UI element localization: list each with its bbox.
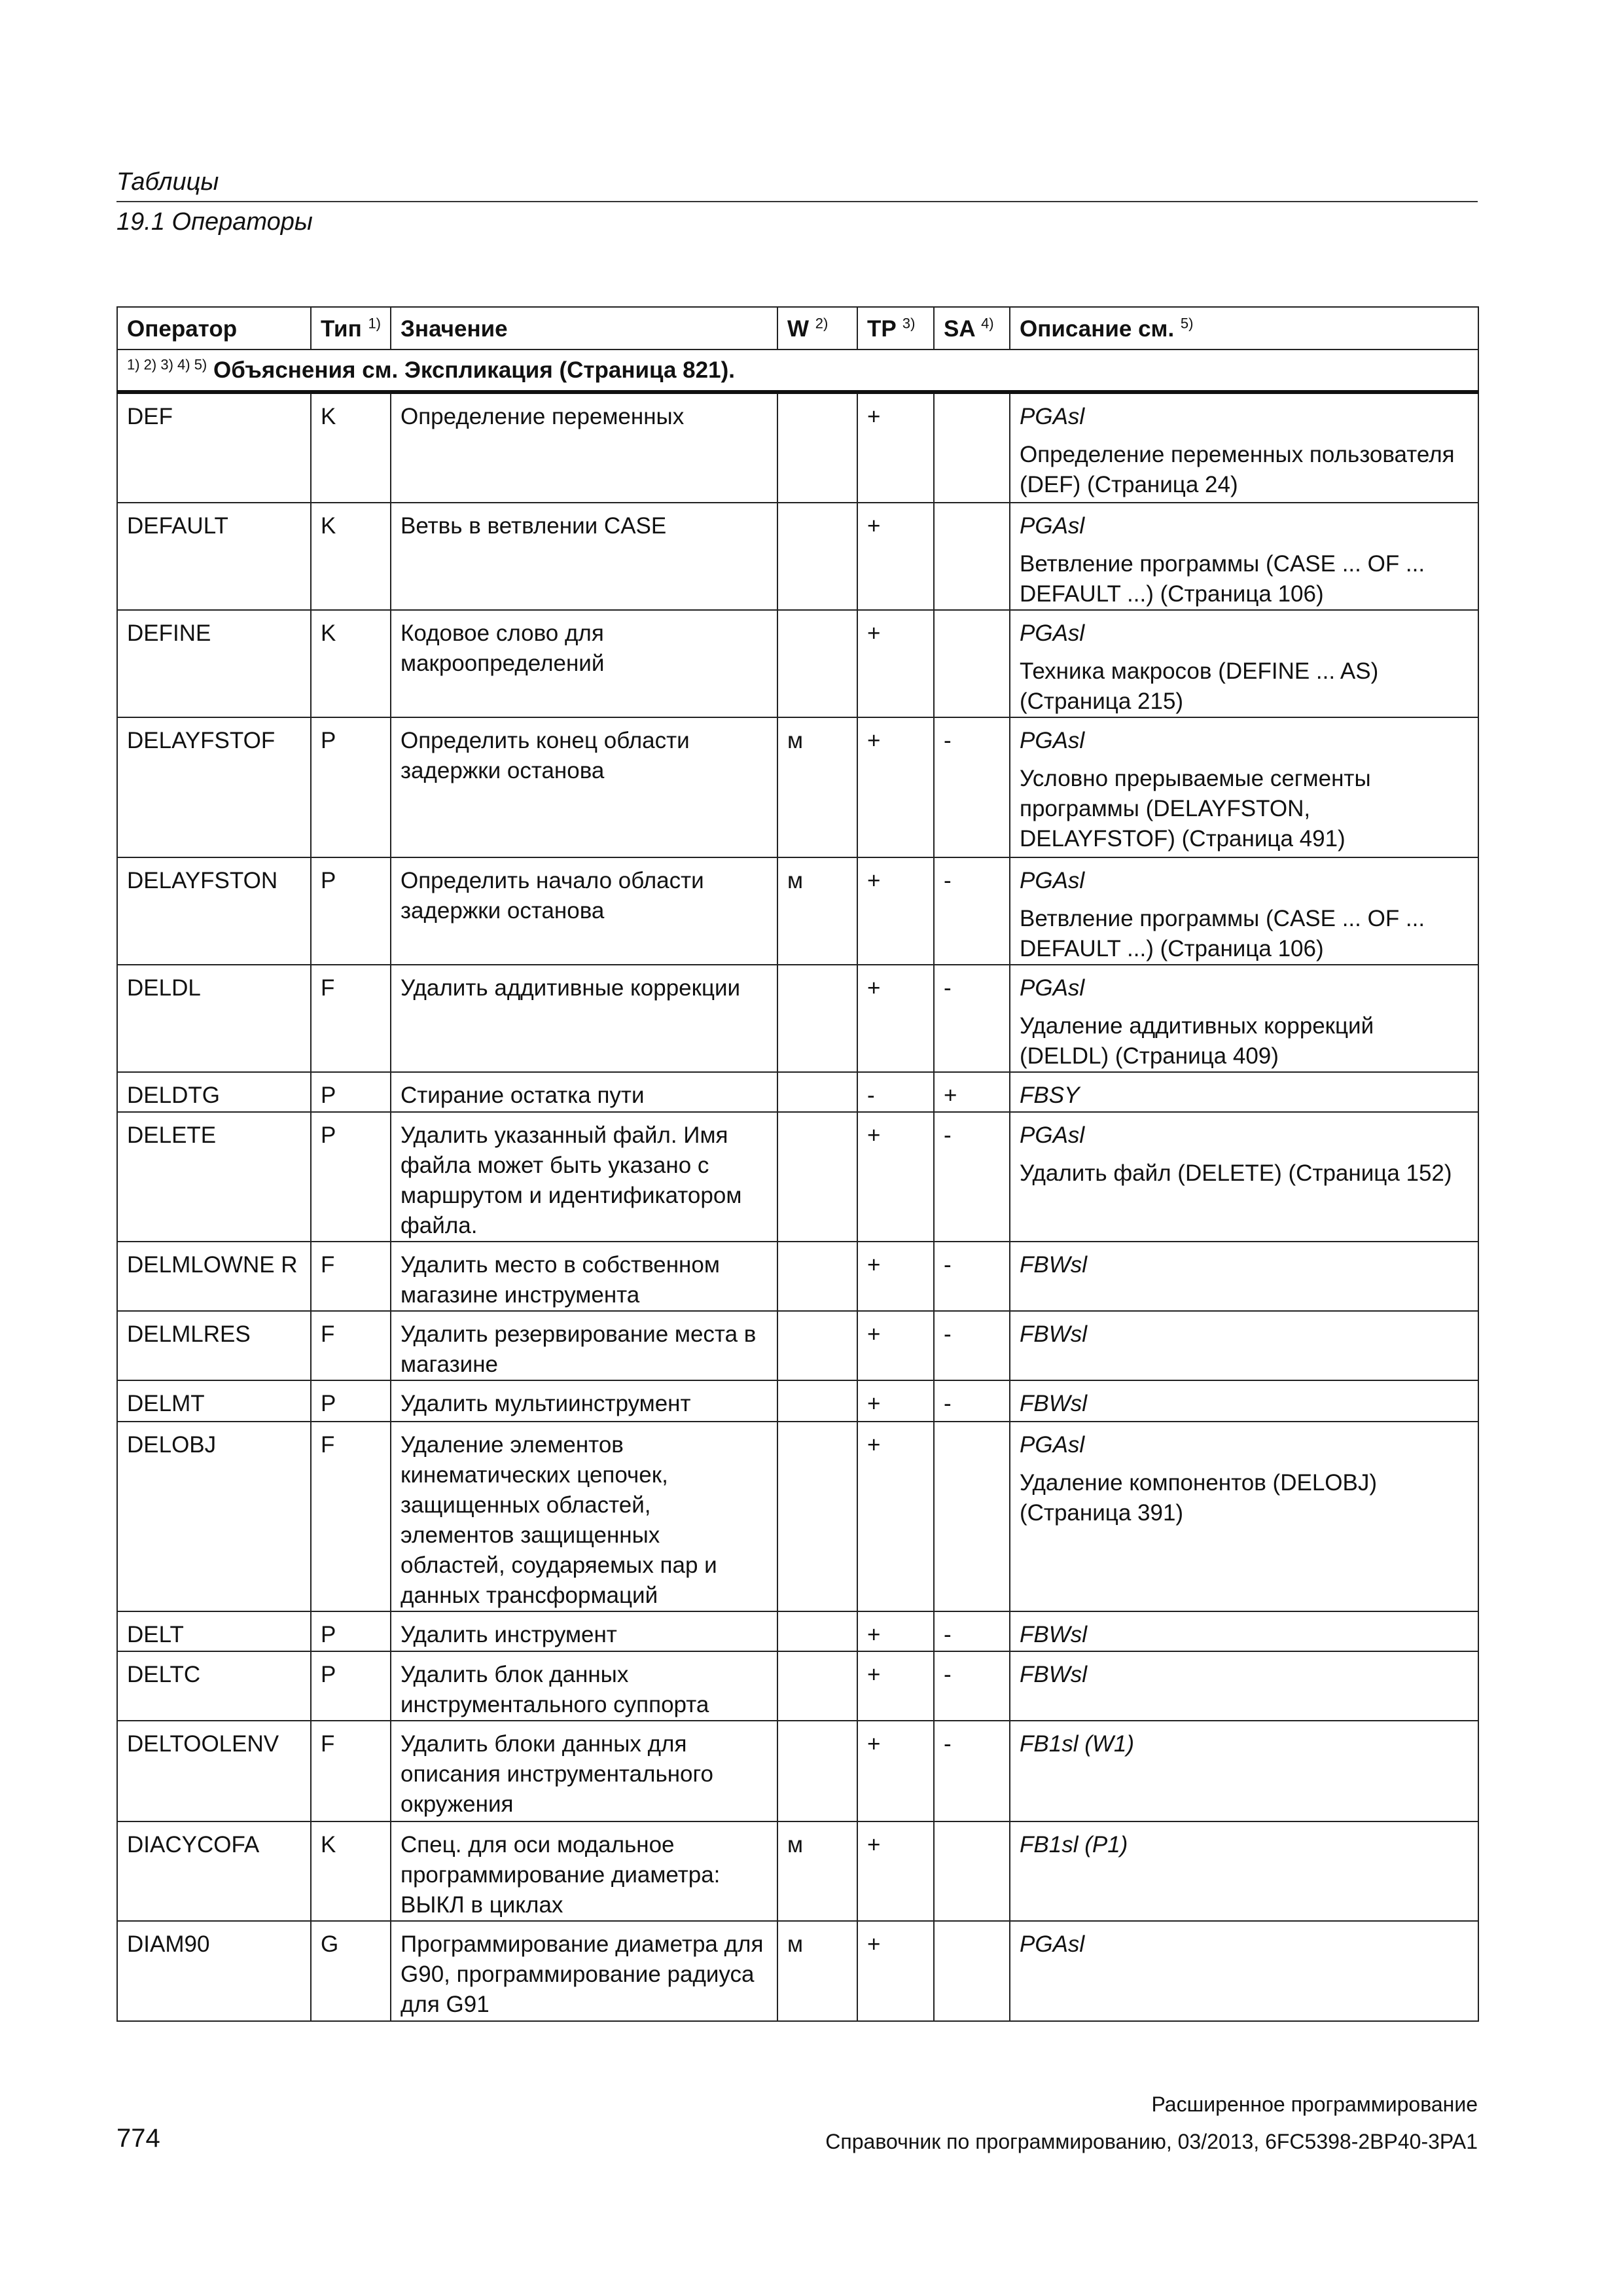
type-cell: P [311, 1112, 391, 1242]
table-row [117, 1072, 1478, 1112]
description-link[interactable]: Ветвление программы (CASE ... OF ... DEFAULT ...) (Страница 106) [1020, 906, 1425, 961]
meaning-cell: Программирование диаметра для G90, программирование радиуса для G91 [391, 1921, 777, 2021]
header-meaning: Значение [391, 307, 777, 350]
sa-cell [934, 610, 1010, 717]
tp-cell: + [857, 717, 934, 857]
meaning-cell: Удалить место в собственном магазине инструмента [391, 1242, 777, 1311]
description-reference: FBSY [1020, 1083, 1080, 1108]
table-row [117, 1112, 1478, 1242]
footnote-row [117, 350, 1478, 392]
sa-cell: - [934, 1721, 1010, 1821]
sa-cell: - [934, 857, 1010, 965]
w-cell: м [777, 1921, 857, 2021]
sa-cell: - [934, 1242, 1010, 1311]
sa-cell: - [934, 1112, 1010, 1242]
tp-cell: + [857, 965, 934, 1072]
operator-cell: DELAYFSTOF [117, 717, 311, 857]
meaning-cell: Удалить резервирование места в магазине [391, 1311, 777, 1380]
sa-cell [934, 392, 1010, 503]
operator-cell: DELMLOWNE R [117, 1242, 311, 1311]
table-row [117, 392, 1478, 503]
sa-cell [934, 1921, 1010, 2021]
meaning-cell: Кодовое слово для макроопределений [391, 610, 777, 717]
header-tp: TP $^{3)}$ [857, 307, 934, 350]
sa-cell: - [934, 1611, 1010, 1651]
table-row [117, 1311, 1478, 1380]
meaning-cell: Стирание остатка пути [391, 1072, 777, 1112]
w-cell: м [777, 1821, 857, 1921]
w-cell [777, 1112, 857, 1242]
footnote-text: Объяснения см. Экспликация (Страница 821). [213, 357, 735, 383]
description-reference: PGAsl [1020, 1931, 1085, 1957]
sa-cell: - [934, 1651, 1010, 1721]
description-reference: PGAsl [1020, 1122, 1085, 1148]
header-type: Тип $^{1)}$ [311, 307, 391, 350]
description-cell [1010, 1721, 1478, 1821]
description-reference: PGAsl [1020, 404, 1085, 429]
meaning-cell: Удалить мультиинструмент [391, 1380, 777, 1422]
description-reference: PGAsl [1020, 513, 1085, 539]
table-row [117, 1611, 1478, 1651]
w-cell [777, 503, 857, 610]
description-cell [1010, 1072, 1478, 1112]
table-header-row [117, 307, 1478, 350]
footnote-cell [117, 350, 1478, 392]
table-row [117, 857, 1478, 965]
description-cell [1010, 1422, 1478, 1611]
operator-cell: DEFINE [117, 610, 311, 717]
tp-cell: + [857, 1422, 934, 1611]
w-cell [777, 1651, 857, 1721]
w-cell [777, 1422, 857, 1611]
type-cell: P [311, 717, 391, 857]
type-cell: P [311, 1611, 391, 1651]
description-cell [1010, 857, 1478, 965]
type-cell: G [311, 1921, 391, 2021]
chapter-title: Таблицы [116, 168, 219, 196]
header-sa: SA $^{4)}$ [934, 307, 1010, 350]
operator-cell: DELMLRES [117, 1311, 311, 1380]
table-row [117, 1422, 1478, 1611]
description-cell [1010, 1380, 1478, 1422]
description-cell [1010, 1651, 1478, 1721]
table-row [117, 1651, 1478, 1721]
sa-cell: - [934, 1311, 1010, 1380]
page-number: 774 [116, 2124, 160, 2153]
type-cell: F [311, 1311, 391, 1380]
description-reference: FBWsl [1020, 1662, 1088, 1687]
description-reference: FB1sl (W1) [1020, 1731, 1134, 1757]
type-cell: F [311, 1242, 391, 1311]
type-cell: P [311, 1651, 391, 1721]
description-reference: PGAsl [1020, 1432, 1085, 1458]
description-reference: FBWsl [1020, 1321, 1088, 1347]
w-cell [777, 1611, 857, 1651]
sa-cell [934, 503, 1010, 610]
table-row [117, 1721, 1478, 1821]
meaning-cell: Удалить аддитивные коррекции [391, 965, 777, 1072]
type-cell: K [311, 610, 391, 717]
table-row [117, 1380, 1478, 1422]
type-cell: F [311, 1721, 391, 1821]
description-reference: FB1sl (P1) [1020, 1832, 1128, 1857]
table-row [117, 1242, 1478, 1311]
type-cell: F [311, 1422, 391, 1611]
description-link[interactable]: Удаление аддитивных коррекций (DELDL) (Страница 409) [1020, 1013, 1374, 1069]
w-cell [777, 1072, 857, 1112]
operator-cell: DIACYCOFA [117, 1821, 311, 1921]
description-cell [1010, 503, 1478, 610]
operator-cell: DELTC [117, 1651, 311, 1721]
description-link[interactable]: Удаление компонентов (DELOBJ) (Страница 391) [1020, 1470, 1378, 1526]
tp-cell: + [857, 857, 934, 965]
description-link[interactable]: Удалить файл (DELETE) (Страница 152) [1020, 1160, 1452, 1186]
operator-cell: DELETE [117, 1112, 311, 1242]
table-row [117, 717, 1478, 857]
tp-cell: + [857, 1611, 934, 1651]
tp-cell: + [857, 1311, 934, 1380]
meaning-cell: Ветвь в ветвлении CASE [391, 503, 777, 610]
tp-cell: + [857, 1651, 934, 1721]
meaning-cell: Определение переменных [391, 392, 777, 503]
header-operator: Оператор [117, 307, 311, 350]
operator-cell: DELDTG [117, 1072, 311, 1112]
sa-cell: - [934, 717, 1010, 857]
type-cell: P [311, 857, 391, 965]
tp-cell: + [857, 1242, 934, 1311]
description-link[interactable]: Ветвление программы (CASE ... OF ... DEFAULT ...) (Страница 106) [1020, 551, 1425, 607]
description-cell [1010, 1821, 1478, 1921]
tp-cell: + [857, 392, 934, 503]
description-cell [1010, 965, 1478, 1072]
table-row [117, 1821, 1478, 1921]
meaning-cell: Удаление элементов кинематических цепочек, защищенных областей, элементов защищенных областей, соударяемых пар и данных трансформаций [391, 1422, 777, 1611]
w-cell [777, 1721, 857, 1821]
meaning-cell: Удалить указанный файл. Имя файла может быть указано с маршрутом и идентификатором файла. [391, 1112, 777, 1242]
table-row [117, 965, 1478, 1072]
operator-cell: DELT [117, 1611, 311, 1651]
sa-cell [934, 1821, 1010, 1921]
operator-cell: DELDL [117, 965, 311, 1072]
description-cell [1010, 1242, 1478, 1311]
meaning-cell: Удалить блоки данных для описания инструментального окружения [391, 1721, 777, 1821]
header-w: W $^{2)}$ [777, 307, 857, 350]
description-link[interactable]: Определение переменных пользователя (DEF) (Страница 24) [1020, 442, 1455, 497]
description-cell [1010, 1311, 1478, 1380]
description-reference: PGAsl [1020, 868, 1085, 893]
operator-cell: DEF [117, 392, 311, 503]
operator-cell: DELTOOLENV [117, 1721, 311, 1821]
w-cell: м [777, 857, 857, 965]
type-cell: K [311, 503, 391, 610]
description-reference: FBWsl [1020, 1252, 1088, 1278]
meaning-cell: Спец. для оси модальное программирование диаметра: ВЫКЛ в циклах [391, 1821, 777, 1921]
type-cell: K [311, 392, 391, 503]
w-cell [777, 965, 857, 1072]
meaning-cell: Удалить инструмент [391, 1611, 777, 1651]
footer-document-info: Справочник по программированию, 03/2013, 6FC5398-2BP40-3PA1 [825, 2130, 1478, 2153]
operator-cell: DELAYFSTON [117, 857, 311, 965]
sa-cell: - [934, 1380, 1010, 1422]
table-row [117, 503, 1478, 610]
meaning-cell: Определить конец области задержки останова [391, 717, 777, 857]
meaning-cell: Удалить блок данных инструментального суппорта [391, 1651, 777, 1721]
type-cell: P [311, 1072, 391, 1112]
description-link[interactable]: Техника макросов (DEFINE ... AS) (Страница 215) [1020, 658, 1379, 714]
w-cell [777, 1380, 857, 1422]
header-rule [116, 201, 1478, 202]
type-cell: K [311, 1821, 391, 1921]
table-row [117, 1921, 1478, 2021]
description-reference: PGAsl [1020, 728, 1085, 753]
tp-cell: + [857, 610, 934, 717]
tp-cell: + [857, 1721, 934, 1821]
operator-cell: DELMT [117, 1380, 311, 1422]
description-link[interactable]: Условно прерываемые сегменты программы (DELAYFSTON, DELAYFSTOF) (Страница 491) [1020, 766, 1371, 852]
operator-cell: DELOBJ [117, 1422, 311, 1611]
tp-cell: + [857, 1821, 934, 1921]
sa-cell: - [934, 965, 1010, 1072]
header-description: Описание см. $^{5)}$ [1010, 307, 1478, 350]
w-cell [777, 1311, 857, 1380]
sa-cell: + [934, 1072, 1010, 1112]
tp-cell: - [857, 1072, 934, 1112]
tp-cell: + [857, 1112, 934, 1242]
description-cell [1010, 1921, 1478, 2021]
description-cell [1010, 610, 1478, 717]
description-reference: PGAsl [1020, 620, 1085, 646]
description-cell [1010, 717, 1478, 857]
tp-cell: + [857, 1921, 934, 2021]
w-cell: м [777, 717, 857, 857]
w-cell [777, 392, 857, 503]
type-cell: F [311, 965, 391, 1072]
operator-cell: DIAM90 [117, 1921, 311, 2021]
operators-table [116, 306, 1479, 2022]
footer-book-title: Расширенное программирование [1151, 2092, 1478, 2116]
type-cell: P [311, 1380, 391, 1422]
meaning-cell: Определить начало области задержки останова [391, 857, 777, 965]
tp-cell: + [857, 503, 934, 610]
description-cell [1010, 1611, 1478, 1651]
sa-cell [934, 1422, 1010, 1611]
tp-cell: + [857, 1380, 934, 1422]
description-cell [1010, 392, 1478, 503]
w-cell [777, 1242, 857, 1311]
w-cell [777, 610, 857, 717]
operator-cell: DEFAULT [117, 503, 311, 610]
description-reference: FBWsl [1020, 1391, 1088, 1416]
description-cell [1010, 1112, 1478, 1242]
section-title: 19.1 Операторы [116, 208, 313, 236]
table-row [117, 610, 1478, 717]
description-reference: PGAsl [1020, 975, 1085, 1001]
description-reference: FBWsl [1020, 1622, 1088, 1647]
footnote-markers: 1) 2) 3) 4) 5) [127, 356, 207, 373]
